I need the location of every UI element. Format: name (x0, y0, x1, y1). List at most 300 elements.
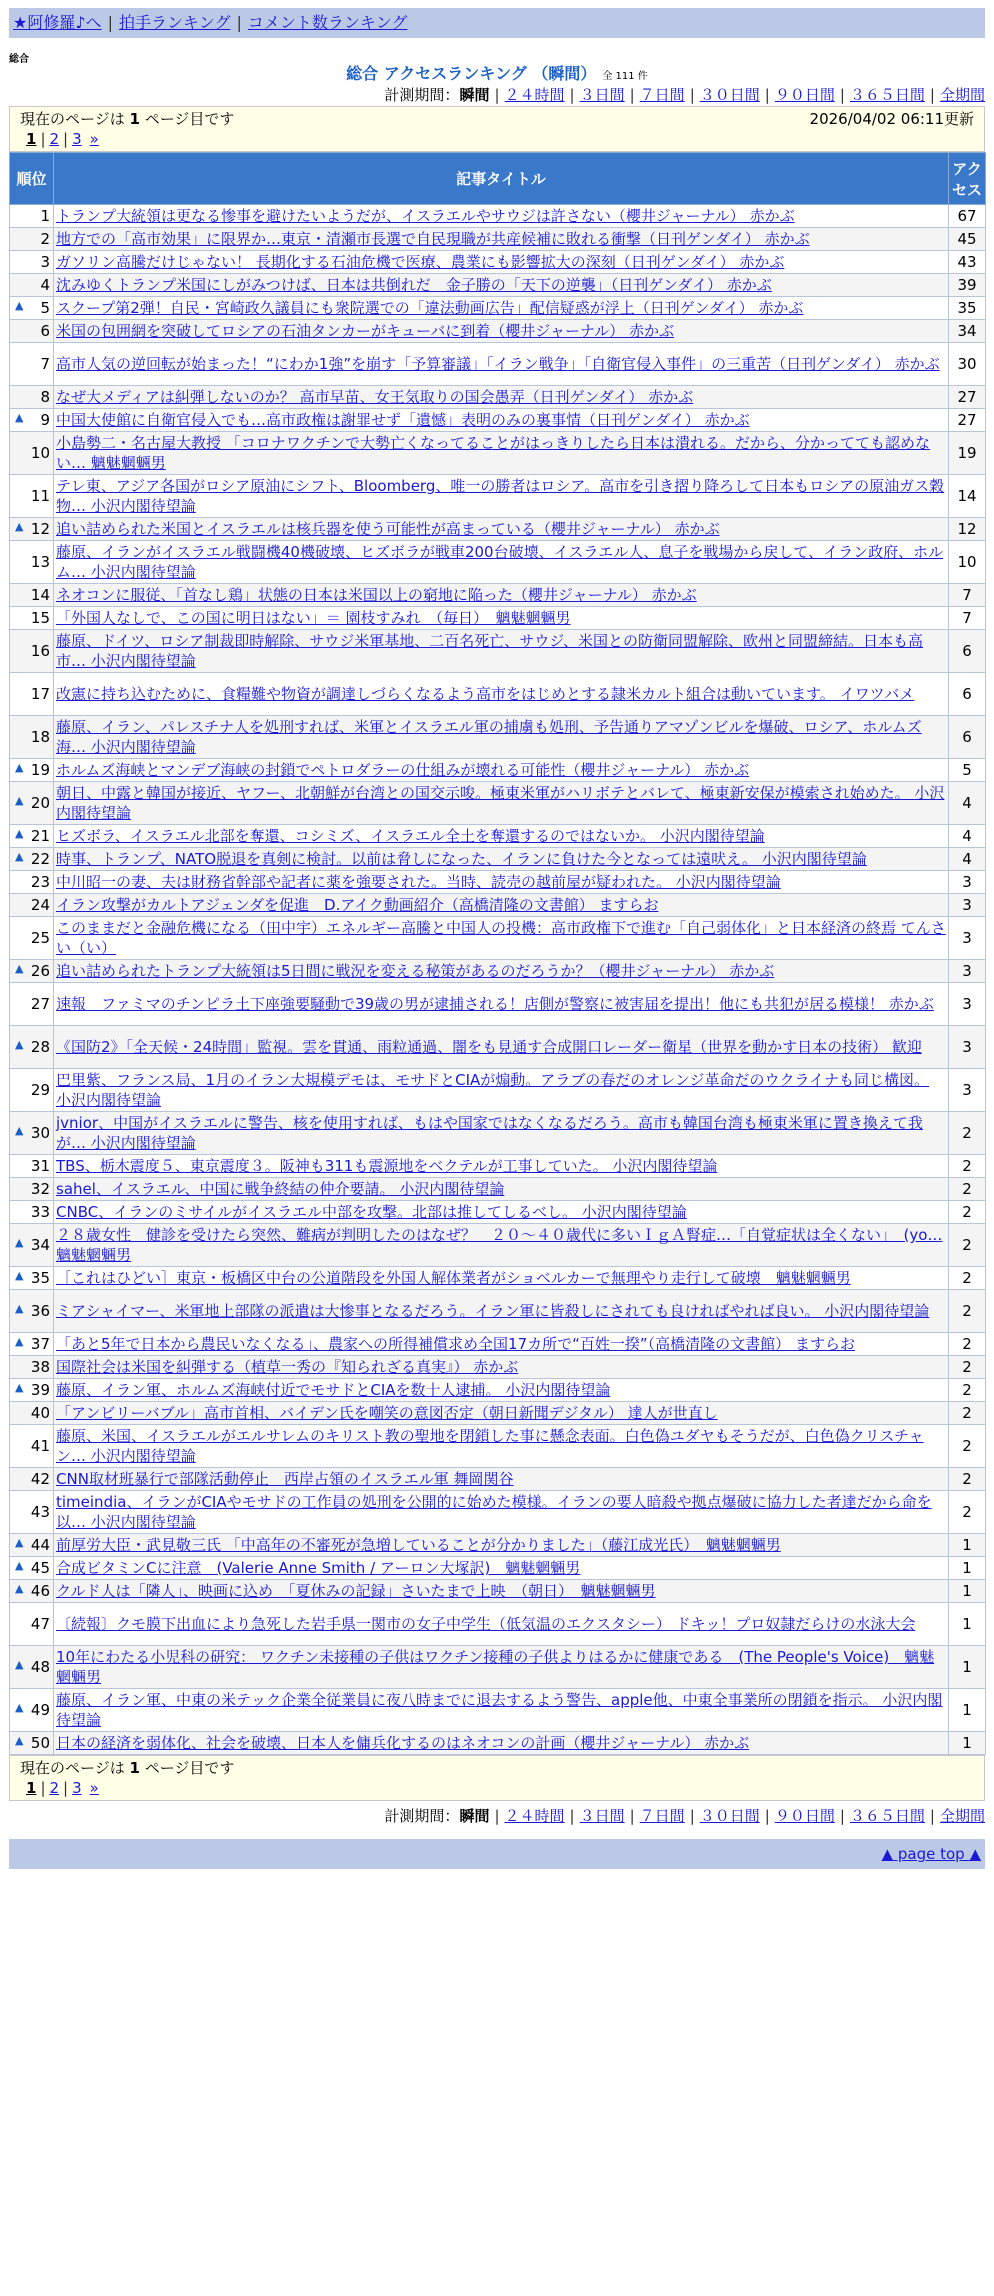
separator: | (929, 86, 935, 104)
title-cell (54, 320, 949, 343)
separator: | (839, 1807, 845, 1825)
rank-cell (10, 205, 54, 228)
access-count: 2 (949, 1333, 986, 1356)
access-count: 6 (949, 673, 986, 716)
article-link[interactable]: テレ東、アジア各国がロシア原油にシフト、Bloomberg、唯一の勝者はロシア。高市を引き摺り降ろして日本もロシアの原油ガス穀物… 小沢内閣待望論 (56, 477, 945, 515)
rank-cell (10, 475, 54, 518)
pager-current-number: 1 (129, 1759, 140, 1777)
up-arrow-icon: ▲ (15, 794, 24, 807)
access-count: 27 (949, 409, 986, 432)
rank-cell (10, 960, 54, 983)
title-cell (54, 825, 949, 848)
title-cell (54, 251, 949, 274)
rank-number: 20 (30, 794, 50, 812)
period-option-5[interactable]: ３６５日間 (849, 1807, 925, 1825)
rank-number: 4 (40, 276, 50, 294)
article-link[interactable]: 中川昭一の妻、夫は財務省幹部や記者に薬を強要された。当時、読売の越前屋が疑われた。 小沢内閣待望論 (56, 873, 781, 891)
table-row (10, 343, 986, 386)
article-link[interactable]: 巴里紫、フランス局、1月のイラン大規模デモは、モサドとCIAが煽動。アラブの春だのオレンジ革命だのウクライナも同じ構図。 小沢内閣待望論 (56, 1071, 930, 1109)
rank-cell (10, 716, 54, 759)
access-count: 3 (949, 960, 986, 983)
period-option-3[interactable]: ３０日間 (699, 86, 760, 104)
article-link[interactable]: 追い詰められた米国とイスラエルは核兵器を使う可能性が高まっている（櫻井ジャーナル） 赤かぶ (56, 520, 720, 538)
title-cell (54, 630, 949, 673)
table-row (10, 1689, 986, 1732)
rank-cell (10, 673, 54, 716)
rank-number: 26 (30, 962, 50, 980)
table-row (10, 1356, 986, 1379)
title-cell (54, 782, 949, 825)
period-option-2[interactable]: ７日間 (639, 86, 685, 104)
rank-number: 35 (30, 1269, 50, 1287)
title-cell (54, 1425, 949, 1468)
article-link[interactable]: CNBC、イランのミサイルがイスラエル中部を攻撃。北部は推してしるべし。 小沢内閣待望論 (56, 1203, 687, 1221)
title-cell (54, 343, 949, 386)
period-option-0[interactable]: ２４時間 (504, 1807, 565, 1825)
rank-cell (10, 607, 54, 630)
period-option-1[interactable]: ３日間 (579, 86, 625, 104)
up-arrow-icon: ▲ (15, 1536, 24, 1549)
period-option-2[interactable]: ７日間 (639, 1807, 685, 1825)
article-link[interactable]: CNN取材班暴行で部隊活動停止 西岸占領のイスラエル軍 舞岡関谷 (56, 1470, 514, 1488)
title-cell (54, 1689, 949, 1732)
title-cell (54, 584, 949, 607)
rank-number: 13 (30, 553, 50, 571)
separator: | (569, 86, 575, 104)
title-cell (54, 1580, 949, 1603)
access-count: 4 (949, 782, 986, 825)
title-cell (54, 409, 949, 432)
access-count: 2 (949, 1201, 986, 1224)
title-cell (54, 983, 949, 1026)
access-count: 2 (949, 1468, 986, 1491)
article-link[interactable]: 「あと5年で日本から農民いなくなる」、農家への所得補償求め全国17カ所で“百姓一揆”（高橋清隆の文書館） ますらお (56, 1335, 855, 1353)
rank-cell (10, 1491, 54, 1534)
article-link[interactable]: クルド人は「隣人」、映画に込め 「夏休みの記録」さいたまで上映 （朝日） 魑魅魍魎男 (56, 1582, 656, 1600)
article-link[interactable]: 時事、トランプ、NATO脱退を真剣に検討。以前は脅しになった、イランに負けた今となっては遠吠え。 小沢内閣待望論 (56, 850, 867, 868)
access-count: 7 (949, 584, 986, 607)
pager-status (20, 109, 234, 129)
title-cell (54, 894, 949, 917)
table-row (10, 759, 986, 782)
period-label: 計測期間： (384, 1807, 460, 1825)
table-row (10, 1069, 986, 1112)
access-count: 3 (949, 1069, 986, 1112)
title-cell (54, 1557, 949, 1580)
separator: | (569, 1807, 575, 1825)
up-arrow-icon: ▲ (15, 1269, 24, 1282)
up-arrow-icon: ▲ (15, 299, 24, 312)
rank-cell (10, 541, 54, 584)
title-cell (54, 297, 949, 320)
col-rank-header: 順位 (10, 153, 54, 205)
up-arrow-icon: ▲ (15, 1734, 24, 1747)
rank-cell (10, 409, 54, 432)
pager-page-2[interactable]: 2 (49, 130, 60, 148)
page-title-text: 総合 アクセスランキング （瞬間） (346, 64, 597, 83)
table-row (10, 541, 986, 584)
article-link[interactable]: 小島勢二・名古屋大教授 「コロナワクチンで大勢亡くなってることがはっきりしたら日本は潰れる。だから、分かってても認めない… 魑魅魍魎男 (56, 434, 931, 472)
title-cell (54, 1069, 949, 1112)
title-cell (54, 1155, 949, 1178)
pager-page-3[interactable]: 3 (72, 130, 82, 148)
up-arrow-icon: ▲ (15, 1701, 24, 1714)
table-row (10, 1491, 986, 1534)
title-cell (54, 673, 949, 716)
table-row (10, 825, 986, 848)
rank-cell (10, 1646, 54, 1689)
access-count: 30 (949, 343, 986, 386)
rank-cell (10, 1603, 54, 1646)
rank-cell (10, 343, 54, 386)
pager-links (20, 129, 974, 149)
rank-number: 45 (30, 1559, 50, 1577)
rank-cell (10, 848, 54, 871)
up-arrow-icon: ▲ (15, 1038, 24, 1051)
home-link[interactable]: ★阿修羅♪へ (13, 13, 102, 32)
pager-page-3[interactable]: 3 (72, 1779, 82, 1797)
title-cell (54, 871, 949, 894)
rank-cell (10, 1224, 54, 1267)
rank-number: 1 (40, 207, 50, 225)
rank-number: 23 (30, 873, 50, 891)
rank-cell (10, 630, 54, 673)
access-count: 3 (949, 917, 986, 960)
pager-status (20, 1758, 234, 1778)
article-link[interactable]: 地方での「高市効果」に限界か…東京・清瀬市長選で自民現職が共産候補に敗れる衝撃（日刊ゲンダイ） 赤かぶ (56, 230, 810, 248)
article-link[interactable]: なぜ大メディアは糾弾しないのか？ 高市早苗、女王気取りの国会愚弄（日刊ゲンダイ） 赤かぶ (56, 388, 694, 406)
rank-number: 8 (40, 388, 50, 406)
up-arrow-icon: ▲ (15, 1236, 24, 1249)
rank-cell (10, 1534, 54, 1557)
up-arrow-icon: ▲ (15, 761, 24, 774)
article-link[interactable]: TBS、栃木震度５、東京震度３。阪神も311も震源地をベクテルが工事していた。 小沢内閣待望論 (56, 1157, 718, 1175)
article-link[interactable]: 前厚労大臣・武見敬三氏 「中高年の不審死が急増していることが分かりました」（藤江成光氏） 魑魅魍魎男 (56, 1536, 781, 1554)
article-link[interactable]: 朝日、中露と韓国が接近、ヤフー、北朝鮮が台湾との国交示唆。極東米軍がハリボテとバレて、極東新安保が模索され始めた。 小沢内閣待望論 (56, 784, 945, 822)
updated-timestamp: 2026/04/02 06:11更新 (809, 110, 974, 128)
table-row (10, 1732, 986, 1755)
separator: | (236, 13, 242, 32)
table-row (10, 782, 986, 825)
separator: | (764, 86, 770, 104)
rank-number: 50 (30, 1734, 50, 1752)
rank-cell (10, 297, 54, 320)
footer-bar (9, 1839, 985, 1869)
separator: | (929, 1807, 935, 1825)
access-count: 39 (949, 274, 986, 297)
table-row (10, 607, 986, 630)
rank-cell (10, 1468, 54, 1491)
up-arrow-icon: ▲ (15, 520, 24, 533)
rank-cell (10, 274, 54, 297)
access-count: 7 (949, 607, 986, 630)
title-cell (54, 1178, 949, 1201)
table-row (10, 1178, 986, 1201)
access-count: 6 (949, 630, 986, 673)
article-link[interactable]: jvnior、中国がイスラエルに警告、核を使用すれば、もはや国家ではなくなるだろう。高市も韓国台湾も極東米軍に置き換えて我が… 小沢内閣待望論 (56, 1114, 923, 1152)
rank-cell (10, 1290, 54, 1333)
access-count: 4 (949, 848, 986, 871)
article-link[interactable]: 国際社会は米国を糾弾する（植草一秀の『知られざる真実』） 赤かぶ (56, 1358, 519, 1376)
rank-number: 33 (30, 1203, 50, 1221)
article-link[interactable]: ネオコンに服従、「首なし鶏」状態の日本は米国以上の窮地に陥った（櫻井ジャーナル） 赤かぶ (56, 586, 697, 604)
access-count: 27 (949, 386, 986, 409)
article-link[interactable]: ガソリン高騰だけじゃない！ 長期化する石油危機で医療、農業にも影響拡大の深刻（日刊ゲンダイ） 赤かぶ (56, 253, 785, 271)
title-cell (54, 1646, 949, 1689)
table-row (10, 1425, 986, 1468)
rank-number: 30 (30, 1124, 50, 1142)
table-row (10, 409, 986, 432)
separator: | (40, 1779, 46, 1797)
article-link[interactable]: 藤原、ドイツ、ロシア制裁即時解除、サウジ米軍基地、二百名死亡、サウジ、米国との防衛同盟解除、欧州と同盟締結。日本も高市… 小沢内閣待望論 (56, 632, 924, 670)
pager-next[interactable]: » (89, 130, 99, 148)
pager-page-2[interactable]: 2 (49, 1779, 60, 1797)
pager-status-row (20, 1758, 974, 1778)
rank-number: 7 (40, 355, 50, 373)
rank-number: 14 (30, 586, 50, 604)
title-cell (54, 228, 949, 251)
period-option-6[interactable]: 全期間 (939, 86, 985, 104)
access-count: 2 (949, 1155, 986, 1178)
table-row (10, 386, 986, 409)
access-count: 12 (949, 518, 986, 541)
access-count: 14 (949, 475, 986, 518)
separator: | (494, 86, 500, 104)
separator: | (689, 86, 695, 104)
access-count: 6 (949, 716, 986, 759)
article-link[interactable]: 追い詰められたトランプ大統領は5日間に戦況を変える秘策があるのだろうか？（櫻井ジャーナル） 赤かぶ (56, 962, 775, 980)
title-cell (54, 917, 949, 960)
rank-number: 18 (30, 728, 50, 746)
table-row (10, 1603, 986, 1646)
rank-cell (10, 1379, 54, 1402)
table-row (10, 1534, 986, 1557)
article-link[interactable]: 「外国人なしで、この国に明日はない」＝ 園枝すみれ （毎日） 魑魅魍魎男 (56, 609, 571, 627)
access-count: 3 (949, 894, 986, 917)
up-arrow-icon: ▲ (15, 1582, 24, 1595)
clap-ranking-link[interactable]: 拍手ランキング (118, 13, 231, 32)
article-link[interactable]: ２８歳女性 健診を受けたら突然、難病が判明したのはなぜ？ ２０～４０歳代に多いＩｇＡ腎症…「自覚症状は全くない」 (yo… 魑魅魍魎男 (56, 1226, 943, 1264)
access-count: 1 (949, 1557, 986, 1580)
pager-text-post: ページ目です (139, 110, 235, 128)
article-link[interactable]: このままだと金融危機になる（田中宇）エネルギー高騰と中国人の投機：高市政権下で進む「自己弱体化」と日本経済の終焉 てんさい（い） (56, 919, 946, 957)
table-row (10, 518, 986, 541)
rank-cell (10, 825, 54, 848)
access-count: 35 (949, 297, 986, 320)
pager-top (9, 106, 985, 152)
rank-cell (10, 1112, 54, 1155)
article-link[interactable]: 藤原、イラン軍、ホルムズ海峡付近でモサドとCIAを数十人逮捕。 小沢内閣待望論 (56, 1381, 611, 1399)
rank-number: 37 (30, 1335, 50, 1353)
article-link[interactable]: スクープ第2弾！自民・宮崎政久議員にも衆院選での「違法動画広告」配信疑惑が浮上（日刊ゲンダイ） 赤かぶ (56, 299, 804, 317)
table-row (10, 871, 986, 894)
access-count: 5 (949, 759, 986, 782)
article-link[interactable]: トランプ大統領は更なる惨事を避けたいようだが、イスラエルやサウジは許さない（櫻井ジャーナル） 赤かぶ (56, 207, 795, 225)
access-count: 2 (949, 1290, 986, 1333)
article-link[interactable]: 〔続報〕クモ膜下出血により急死した岩手県一関市の女子中学生（低気温のエクスタシー） ドキッ！プロ奴隷だらけの水泳大会 (56, 1615, 916, 1633)
title-cell (54, 1224, 949, 1267)
pager-page-current: 1 (26, 1779, 37, 1797)
table-row (10, 205, 986, 228)
table-row (10, 630, 986, 673)
rank-cell (10, 1178, 54, 1201)
table-row (10, 228, 986, 251)
up-arrow-icon: ▲ (15, 1559, 24, 1572)
rank-cell (10, 1732, 54, 1755)
period-selector-top (9, 84, 985, 106)
access-count: 1 (949, 1732, 986, 1755)
rank-number: 12 (30, 520, 50, 538)
title-cell (54, 607, 949, 630)
table-row (10, 320, 986, 343)
rank-number: 25 (30, 929, 50, 947)
article-link[interactable]: 高市人気の逆回転が始まった！“にわか1強”を崩す「予算審議」「イラン戦争」「自衛官侵入事件」の三重苦（日刊ゲンダイ） 赤かぶ (56, 355, 940, 373)
article-link[interactable]: 10年にわたる小児科の研究： ワクチン未接種の子供はワクチン接種の子供よりはるかに健康である (The People's Voice) 魑魅魍魎男 (56, 1648, 935, 1686)
rank-cell (10, 1155, 54, 1178)
access-count: 2 (949, 1267, 986, 1290)
article-link[interactable]: timeindia、イランがCIAやモサドの工作員の処刑を公開的に始めた模様。イランの要人暗殺や拠点爆破に協力した者達だから命を以… 小沢内閣待望論 (56, 1493, 932, 1531)
rank-number: 21 (30, 827, 50, 845)
rank-number: 42 (30, 1470, 50, 1488)
pager-current-number: 1 (129, 110, 140, 128)
top-nav (9, 8, 985, 38)
title-cell (54, 1356, 949, 1379)
rank-cell (10, 983, 54, 1026)
rank-number: 31 (30, 1157, 50, 1175)
article-link[interactable]: ホルムズ海峡とマンデブ海峡の封鎖でペトロダラーの仕組みが壊れる可能性（櫻井ジャーナル） 赤かぶ (56, 761, 750, 779)
rank-cell (10, 1689, 54, 1732)
comment-ranking-link[interactable]: コメント数ランキング (247, 13, 408, 32)
rank-cell (10, 1201, 54, 1224)
table-row (10, 1026, 986, 1069)
title-cell (54, 541, 949, 584)
pager-bottom (9, 1755, 985, 1801)
article-link[interactable]: 合成ビタミンCに注意 (Valerie Anne Smith / アーロン大塚訳) 魑魅魍魎男 (56, 1559, 581, 1577)
title-cell (54, 274, 949, 297)
rank-number: 41 (30, 1437, 50, 1455)
article-link[interactable]: 米国の包囲網を突破してロシアの石油タンカーがキューバに到着（櫻井ジャーナル） 赤かぶ (56, 322, 674, 340)
rank-number: 32 (30, 1180, 50, 1198)
article-link[interactable]: ヒズボラ、イスラエル北部を奪還、コシミズ、イスラエル全土を奪還するのではないか。 小沢内閣待望論 (56, 827, 765, 845)
table-row (10, 1267, 986, 1290)
title-cell (54, 1267, 949, 1290)
rank-number: 24 (30, 896, 50, 914)
rank-number: 46 (30, 1582, 50, 1600)
article-link[interactable]: 《国防2》「全天候・24時間」監視。雲を貫通、雨粒通過、闇をも見通す合成開口レーダー衛星（世界を動かす日本の技術） 歓迎 (56, 1038, 922, 1056)
table-row (10, 1379, 986, 1402)
access-count: 3 (949, 1026, 986, 1069)
period-option-6[interactable]: 全期間 (939, 1807, 985, 1825)
article-link[interactable]: イラン攻撃がカルトアジェンダを促進 D.アイク動画紹介（高橋清隆の文書館） ますらお (56, 896, 659, 914)
table-row (10, 716, 986, 759)
separator: | (63, 1779, 69, 1797)
rank-cell (10, 1069, 54, 1112)
rank-number: 9 (40, 411, 50, 429)
separator: | (839, 86, 845, 104)
separator: | (689, 1807, 695, 1825)
table-row (10, 1112, 986, 1155)
article-link[interactable]: 藤原、イランがイスラエル戦闘機40機破壊、ヒズボラが戦車200台破壊、イスラエル人、息子を戦場から戻して、イラン政府、ホルム… 小沢内閣待望論 (56, 543, 944, 581)
period-option-4[interactable]: ９０日間 (774, 1807, 835, 1825)
access-count: 1 (949, 1534, 986, 1557)
period-selector-bottom (9, 1805, 985, 1827)
col-title-header: 記事タイトル (54, 153, 949, 205)
pager-text-pre: 現在のページは (20, 1759, 130, 1777)
rank-number: 10 (30, 444, 50, 462)
total-count: 全 111 件 (602, 71, 648, 82)
title-cell (54, 1402, 949, 1425)
page-top-link[interactable]: ▲ page top ▲ (881, 1845, 981, 1863)
article-link[interactable]: sahel、イスラエル、中国に戦争終結の仲介要請。 小沢内閣待望論 (56, 1180, 505, 1198)
rank-number: 11 (30, 487, 50, 505)
pager-next[interactable]: » (89, 1779, 99, 1797)
ranking-body (10, 205, 986, 1755)
period-current: 瞬間 (459, 1807, 490, 1825)
rank-number: 38 (30, 1358, 50, 1376)
title-cell (54, 716, 949, 759)
table-row (10, 1557, 986, 1580)
pager-page-current: 1 (26, 130, 37, 148)
article-link[interactable]: 中国大使館に自衛官侵入でも…高市政権は謝罪せず「遺憾」表明のみの裏事情（日刊ゲンダイ） 赤かぶ (56, 411, 750, 429)
article-link[interactable]: 速報 ファミマのチンピラ土下座強要騒動で39歳の男が逮捕される！店側が警察に被害届を提出！他にも共犯が居る模様！ 赤かぶ (56, 995, 934, 1013)
table-row (10, 1155, 986, 1178)
rank-number: 22 (30, 850, 50, 868)
table-row (10, 1646, 986, 1689)
separator: | (629, 86, 635, 104)
table-row (10, 894, 986, 917)
rank-number: 49 (30, 1701, 50, 1719)
period-option-5[interactable]: ３６５日間 (849, 86, 925, 104)
rank-number: 15 (30, 609, 50, 627)
separator: | (629, 1807, 635, 1825)
page-title (9, 64, 985, 84)
period-option-0[interactable]: ２４時間 (504, 86, 565, 104)
article-link[interactable]: 藤原、イラン軍、中東の米テック企業全従業員に夜八時までに退去するよう警告、apple他、中東全事業所の閉鎖を指示。 小沢内閣待望論 (56, 1691, 943, 1729)
table-row (10, 432, 986, 475)
rank-number: 19 (30, 761, 50, 779)
rank-cell (10, 894, 54, 917)
separator: | (107, 13, 113, 32)
rank-cell (10, 1580, 54, 1603)
rank-cell (10, 917, 54, 960)
article-link[interactable]: 沈みゆくトランプ米国にしがみつけば、日本は共倒れだ 金子勝の「天下の逆襲」（日刊ゲンダイ） 赤かぶ (56, 276, 772, 294)
article-link[interactable]: ［これはひどい］東京・板橋区中台の公道階段を外国人解体業者がショベルカーで無理やり走行して破壊 魑魅魍魎男 (56, 1269, 851, 1287)
rank-cell (10, 1425, 54, 1468)
article-link[interactable]: ミアシャイマー、米軍地上部隊の派遣は大惨事となるだろう。イラン軍に皆殺しにされても良ければやれば良い。 小沢内閣待望論 (56, 1302, 930, 1320)
title-cell (54, 1112, 949, 1155)
title-cell (54, 1732, 949, 1755)
article-link[interactable]: 藤原、米国、イスラエルがエルサレムのキリスト教の聖地を閉鎖した事に懸念表面。白色偽ユダヤもそうだが、白色偽クリスチャン… 小沢内閣待望論 (56, 1427, 924, 1465)
access-count: 2 (949, 1379, 986, 1402)
article-link[interactable]: 改憲に持ち込むために、食糧難や物資が調達しづらくなるよう高市をはじめとする隷米カルト組合は動いています。 イワツバメ (56, 685, 915, 703)
access-count: 45 (949, 228, 986, 251)
period-label: 計測期間： (384, 86, 460, 104)
pager-links (20, 1778, 974, 1798)
rank-cell (10, 1333, 54, 1356)
rank-cell (10, 518, 54, 541)
separator: | (764, 1807, 770, 1825)
article-link[interactable]: 藤原、イラン、パレスチナ人を処刑すれば、米軍とイスラエル軍の捕虜も処刑、予告通りアマゾンビルを爆破、ロシア、ホルムズ海… 小沢内閣待望論 (56, 718, 922, 756)
article-link[interactable]: 「アンビリーバブル」高市首相、バイデン氏を嘲笑の意図否定（朝日新聞デジタル） 達人が世直し (56, 1404, 718, 1422)
period-option-3[interactable]: ３０日間 (699, 1807, 760, 1825)
access-count: 1 (949, 1603, 986, 1646)
period-option-4[interactable]: ９０日間 (774, 86, 835, 104)
article-link[interactable]: 日本の経済を弱体化、社会を破壊、日本人を傭兵化するのはネオコンの計画（櫻井ジャーナル） 赤かぶ (56, 1734, 750, 1752)
rank-cell (10, 1557, 54, 1580)
title-cell (54, 1026, 949, 1069)
up-arrow-icon: ▲ (15, 1124, 24, 1137)
period-option-1[interactable]: ３日間 (579, 1807, 625, 1825)
